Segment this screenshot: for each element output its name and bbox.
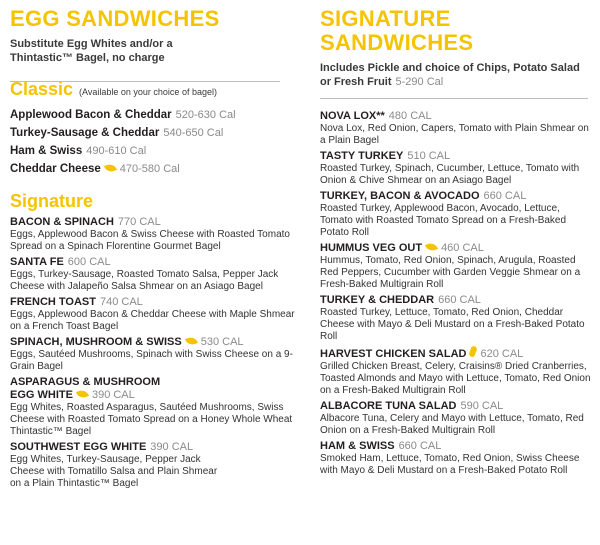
item-name: BACON & SPINACH: [10, 216, 114, 228]
signature-sandwiches-subtitle: [320, 61, 592, 89]
item-cal: 660 CAL: [483, 190, 527, 202]
classic-item-name: Ham & Swiss: [10, 145, 83, 157]
item-cal: 770 CAL: [117, 216, 161, 228]
classic-heading: [10, 79, 298, 102]
signature-sandwich-item: [320, 190, 592, 239]
item-cal: 740 CAL: [99, 296, 143, 308]
item-name: HAM & SWISS: [320, 440, 395, 452]
item-cal: 480 CAL: [388, 110, 432, 122]
item-cal: 590 CAL: [460, 400, 504, 412]
signature-sandwiches-title-line2: SANDWICHES: [320, 30, 474, 55]
item-name: TURKEY, BACON & AVOCADO: [320, 190, 480, 202]
signature-egg-title: Signature: [10, 191, 94, 211]
item-name-line2: EGG WHITE: [10, 389, 73, 401]
item-name: FRENCH TOAST: [10, 296, 96, 308]
item-name: TURKEY & CHEDDAR: [320, 294, 435, 306]
signature-sandwich-item: [320, 346, 592, 397]
classic-item-name: Turkey-Sausage & Cheddar: [10, 127, 160, 139]
vegetarian-leaf-icon: [185, 335, 198, 346]
item-desc: Nova Lox, Red Onion, Capers, Tomato with Plain Shmear on a Plain Bagel: [320, 123, 589, 146]
classic-item-cal: 470-580 Cal: [119, 163, 180, 175]
item-desc: Smoked Ham, Lettuce, Tomato, Red Onion, Swiss Cheese with Mayo & Deli Mustard on a Fresh-Baked Potato Roll: [320, 453, 580, 476]
signature-egg-item: [10, 256, 298, 293]
signature-egg-item: [10, 441, 298, 490]
signature-egg-item: [10, 376, 298, 438]
egg-sandwiches-column: [10, 0, 298, 493]
classic-item-cal: 520-630 Cal: [175, 109, 236, 121]
signature-sandwich-item: [320, 400, 592, 437]
item-name: HUMMUS VEG OUT: [320, 242, 423, 254]
item-cal: 460 CAL: [441, 242, 484, 254]
item-cal: 390 CAL: [150, 441, 194, 453]
signature-sandwich-item: [320, 110, 592, 147]
item-desc: Egg Whites, Roasted Asparagus, Sautéed Mushrooms, Swiss Cheese with Roasted Tomato Spread on a Honey Whole Wheat Thintastic™ Bagel: [10, 402, 293, 437]
vegetarian-leaf-icon: [104, 162, 117, 173]
item-cal: 530 CAL: [200, 336, 244, 348]
classic-item-name: Applewood Bacon & Cheddar: [10, 109, 172, 121]
signature-sandwiches-title-line1: SIGNATURE: [320, 6, 451, 31]
item-cal: 620 CAL: [480, 348, 524, 360]
item-name: SANTA FE: [10, 256, 64, 268]
item-desc: Roasted Turkey, Lettuce, Tomato, Red Onion, Cheddar Cheese with Mayo & Deli Mustard on a Fresh-Baked Potato Roll: [320, 307, 585, 342]
subtitle-cal: 5-290 Cal: [395, 76, 444, 88]
signature-egg-item: [10, 336, 298, 373]
item-cal: 510 CAL: [407, 150, 451, 162]
item-desc: Albacore Tuna, Celery and Mayo with Lettuce, Tomato, Red Onion on a Fresh-Baked Multigrain Roll: [320, 413, 584, 436]
item-name: HARVEST CHICKEN SALAD: [320, 348, 467, 360]
signature-egg-item: [10, 216, 298, 253]
item-cal: 660 CAL: [438, 294, 481, 306]
item-desc: Roasted Turkey, Applewood Bacon, Avocado, Lettuce, Tomato with Roasted Tomato Spread on a Fresh-Baked Potato Roll: [320, 203, 567, 238]
item-cal: 660 CAL: [398, 440, 442, 452]
divider: [320, 98, 588, 99]
item-desc: Grilled Chicken Breast, Celery, Craisins® Dried Cranberries, Toasted Almonds and Mayo with Lettuce, Tomato, Red Onion on a Fresh-Baked Multigrain Roll: [320, 361, 591, 396]
egg-sandwiches-subtitle: Substitute Egg Whites and/or a Thintastic™ Bagel, no charge: [10, 38, 173, 64]
subtitle-text: Includes Pickle and choice of Chips, Potato Salad or Fresh Fruit: [320, 62, 580, 88]
item-name: SPINACH, MUSHROOM & SWISS: [10, 336, 182, 348]
egg-sandwiches-title: EGG SANDWICHES: [10, 6, 220, 31]
item-cal: 390 CAL: [91, 389, 135, 401]
item-desc: Egg Whites, Turkey-Sausage, Pepper Jack Cheese with Tomatillo Salsa and Plain Shmear on a Plain Thintastic™ Bagel: [10, 454, 218, 489]
vegetarian-leaf-icon: [425, 241, 438, 252]
signature-sandwich-item: [320, 440, 592, 477]
classic-item-name: Cheddar Cheese: [10, 163, 101, 175]
signature-sandwiches-column: [320, 0, 592, 480]
classic-item: [10, 144, 298, 162]
item-desc: Eggs, Applewood Bacon & Swiss Cheese with Roasted Tomato Spread on a Spinach Florentine Gourmet Bagel: [10, 229, 290, 252]
item-name: ALBACORE TUNA SALAD: [320, 400, 457, 412]
signature-egg-item: [10, 296, 298, 333]
classic-item-cal: 540-650 Cal: [163, 127, 224, 139]
divider: [10, 81, 280, 82]
vegetarian-leaf-icon: [76, 388, 89, 399]
classic-item: [10, 126, 298, 144]
item-desc: Hummus, Tomato, Red Onion, Spinach, Arugula, Roasted Red Peppers, Cucumber with Garden Veggie Shmear on a Fresh-Baked Multigrain Roll: [320, 255, 581, 290]
classic-item: [10, 108, 298, 126]
item-cal: 600 CAL: [67, 256, 111, 268]
signature-sandwich-item: [320, 294, 592, 343]
classic-note: (Available on your choice of bagel): [79, 87, 217, 97]
classic-item-cal: 490-610 Cal: [86, 145, 147, 157]
item-name: TASTY TURKEY: [320, 150, 404, 162]
item-name-line1: ASPARAGUS & MUSHROOM: [10, 376, 161, 388]
pickle-icon: [469, 345, 478, 357]
classic-title: Classic: [10, 79, 74, 99]
item-desc: Eggs, Sautéed Mushrooms, Spinach with Swiss Cheese on a 9-Grain Bagel: [10, 349, 293, 372]
item-desc: Eggs, Turkey-Sausage, Roasted Tomato Salsa, Pepper Jack Cheese with Jalapeño Salsa Shmear on an Asiago Bagel: [10, 269, 279, 292]
item-name: SOUTHWEST EGG WHITE: [10, 441, 147, 453]
item-desc: Roasted Turkey, Spinach, Cucumber, Lettuce, Tomato with Onion & Chive Shmear on an Asiago Bagel: [320, 163, 580, 186]
signature-sandwich-item: [320, 150, 592, 187]
signature-sandwich-item: [320, 242, 592, 291]
item-desc: Eggs, Applewood Bacon & Cheddar Cheese with Maple Shmear on a French Toast Bagel: [10, 309, 295, 332]
classic-item: [10, 162, 298, 180]
item-name: NOVA LOX**: [320, 110, 385, 122]
